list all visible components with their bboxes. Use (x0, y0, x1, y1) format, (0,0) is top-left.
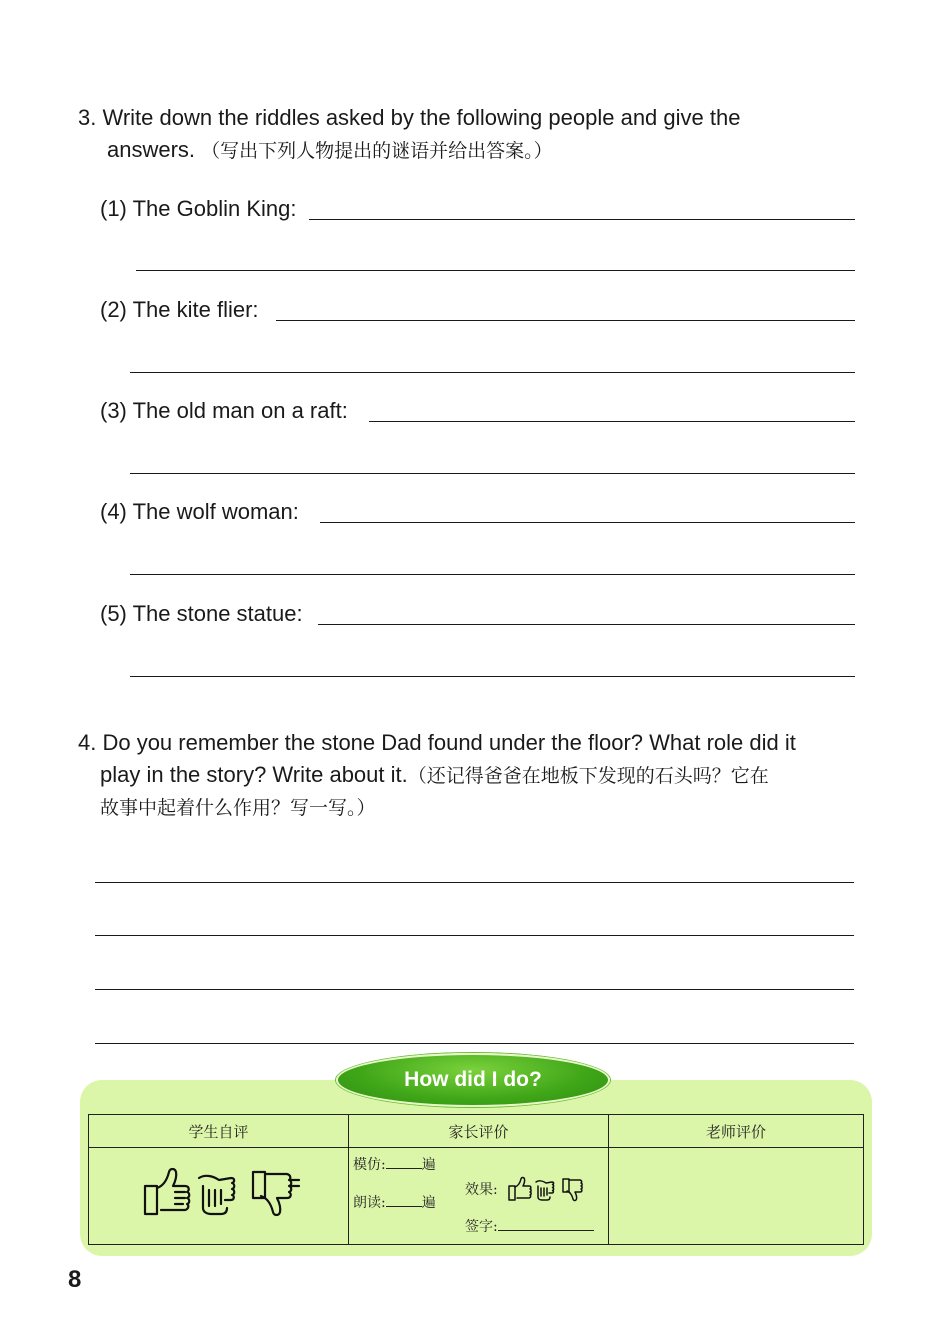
imitate-row (353, 1154, 436, 1174)
question-4-prompt (78, 727, 868, 824)
answer-line[interactable] (369, 421, 855, 422)
question-4-line1: 4. Do you remember the stone Dad found under the floor? What role did it (78, 730, 796, 755)
signature-blank[interactable] (498, 1230, 594, 1231)
teacher-eval-cell[interactable] (609, 1148, 864, 1245)
read-label: 朗读: (353, 1195, 386, 1211)
evaluation-table (88, 1114, 864, 1245)
answer-line[interactable] (136, 270, 855, 271)
question-4-chinese-1: （还记得爸爸在地板下发现的石头吗？它在 (407, 765, 769, 787)
imitate-unit: 遍 (421, 1157, 436, 1173)
writing-line[interactable] (95, 935, 854, 936)
riddle-label-old-man-raft: (3) The old man on a raft: (100, 398, 348, 423)
writing-line[interactable] (95, 882, 854, 883)
answer-line[interactable] (130, 676, 855, 677)
question-3-chinese: （写出下列人物提出的谜语并给出答案。） (201, 140, 553, 162)
rating-hands-icons (139, 1164, 299, 1224)
question-3-prompt (78, 102, 858, 167)
question-4-english-tail: play in the story? Write about it. (100, 762, 408, 787)
writing-line[interactable] (95, 1043, 854, 1044)
sign-label: 签字: (465, 1219, 498, 1235)
read-row (353, 1192, 436, 1212)
riddle-label-kite-flier: (2) The kite flier: (100, 297, 259, 322)
question-3-line2 (78, 134, 858, 167)
ok-hand-icon[interactable] (199, 1176, 234, 1214)
question-4-line2 (78, 759, 868, 792)
header-student-self-eval: 学生自评 (89, 1115, 349, 1148)
answer-line[interactable] (318, 624, 855, 625)
how-did-i-do-title: How did I do? (336, 1053, 610, 1107)
effect-label: 效果: (465, 1182, 498, 1198)
riddle-label-wolf-woman: (4) The wolf woman: (100, 499, 299, 524)
answer-line[interactable] (320, 522, 855, 523)
answer-line[interactable] (130, 473, 855, 474)
answer-line[interactable] (130, 372, 855, 373)
imitate-label: 模仿: (353, 1157, 386, 1173)
read-count-blank[interactable] (386, 1206, 422, 1207)
answer-line[interactable] (276, 320, 855, 321)
effect-row (465, 1175, 590, 1205)
thumbs-down-icon[interactable] (253, 1172, 299, 1215)
question-3-line1: 3. Write down the riddles asked by the following people and give the (78, 105, 741, 130)
effect-hands-icons (502, 1175, 590, 1205)
question-4-chinese-2: 故事中起着什么作用？写一写。） (100, 797, 376, 819)
read-unit: 遍 (421, 1195, 436, 1211)
thumbs-up-icon[interactable] (145, 1169, 189, 1214)
imitate-count-blank[interactable] (386, 1168, 422, 1169)
answer-line[interactable] (130, 574, 855, 575)
writing-line[interactable] (95, 989, 854, 990)
parent-eval-cell (349, 1148, 609, 1245)
question-3-answers-word: answers. (107, 137, 196, 162)
thumbs-up-icon[interactable] (509, 1178, 531, 1201)
header-parent-eval: 家长评价 (349, 1115, 609, 1148)
header-teacher-eval: 老师评价 (609, 1115, 864, 1148)
sign-row (465, 1216, 594, 1236)
student-rating-cell (89, 1148, 349, 1245)
page-number: 8 (68, 1266, 82, 1293)
answer-line[interactable] (309, 219, 855, 220)
ok-hand-icon[interactable] (536, 1181, 554, 1200)
riddle-label-goblin-king: (1) The Goblin King: (100, 196, 297, 221)
thumbs-down-icon[interactable] (563, 1179, 582, 1201)
riddle-label-stone-statue: (5) The stone statue: (100, 601, 303, 626)
